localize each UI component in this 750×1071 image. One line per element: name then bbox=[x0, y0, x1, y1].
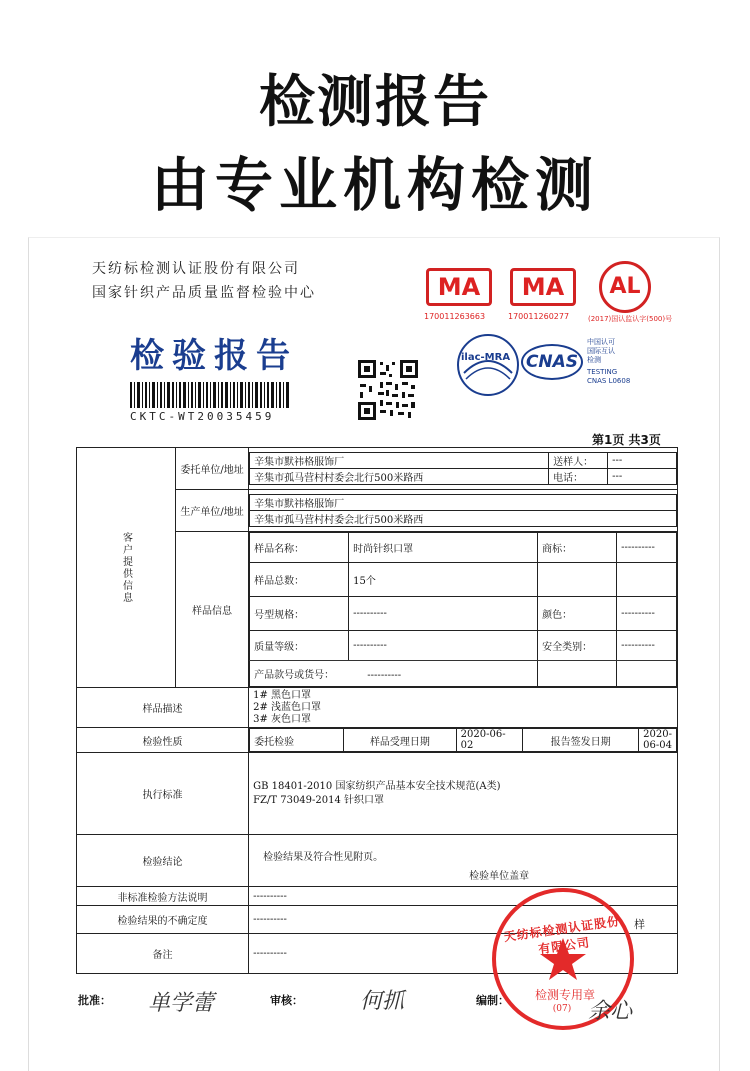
color-value: ---------- bbox=[617, 597, 677, 631]
conclusion-label: 检验结论 bbox=[77, 835, 249, 887]
brand-label: 商标： bbox=[538, 533, 617, 563]
client-info-group-label: 客户提供信息 bbox=[77, 448, 176, 688]
cma-logo-1-label: MA bbox=[437, 273, 481, 301]
sample-desc-item-2: 2# 浅蓝色口罩 bbox=[253, 701, 322, 713]
safety-value: ---------- bbox=[617, 631, 677, 661]
entrust-name: 辛集市默祎格服饰厂 bbox=[250, 453, 549, 469]
sample-name-value: 时尚针织口罩 bbox=[349, 533, 538, 563]
page-indicator: 第1页 共3页 bbox=[592, 433, 661, 447]
uncertainty-label: 检验结果的不确定度 bbox=[77, 906, 249, 934]
producer-name: 辛集市默祎格服饰厂 bbox=[250, 495, 677, 511]
sender-value: --- bbox=[608, 453, 677, 469]
model-label: 号型规格： bbox=[250, 597, 349, 631]
compile-signature: 余心 bbox=[588, 999, 633, 1024]
inspection-nature-label: 检验性质 bbox=[77, 728, 249, 753]
phone-label: 电话： bbox=[549, 469, 608, 485]
brand-value: ---------- bbox=[617, 533, 677, 563]
sample-name-label: 样品名称： bbox=[250, 533, 349, 563]
standard-label: 执行标准 bbox=[77, 753, 249, 835]
approve-label: 批准： bbox=[78, 994, 111, 1007]
remarks-side-label: 样 bbox=[634, 918, 645, 931]
entrust-label: 委托单位/地址 bbox=[176, 448, 249, 490]
hero-title: 检测报告 bbox=[259, 70, 491, 135]
sender-label: 送样人： bbox=[549, 453, 608, 469]
standard-line-1: GB 18401-2010 国家纺织产品基本安全技术规范(A类) bbox=[253, 780, 501, 792]
producer-label: 生产单位/地址 bbox=[176, 490, 249, 532]
safety-label: 安全类别： bbox=[538, 631, 617, 661]
inspection-nature-value: 委托检验 bbox=[250, 729, 344, 752]
entrust-address: 辛集市孤马营村村委会北行500米路西 bbox=[250, 469, 549, 485]
grade-value: ---------- bbox=[349, 631, 538, 661]
approve-signature: 单学蕾 bbox=[148, 991, 215, 1016]
remarks-value: ---------- bbox=[253, 948, 287, 959]
product-no-row bbox=[250, 661, 538, 687]
cnas-logo-label: CNAS bbox=[525, 352, 579, 372]
sample-info-label: 样品信息 bbox=[176, 532, 249, 688]
grade-label: 质量等级： bbox=[250, 631, 349, 661]
issue-date-label: 报告签发日期 bbox=[523, 729, 639, 752]
ilac-mra-logo-icon bbox=[456, 333, 520, 397]
sample-desc-item-3: 3# 灰色口罩 bbox=[253, 713, 312, 725]
review-signature: 何抓 bbox=[360, 989, 405, 1014]
product-no-value: ---------- bbox=[367, 670, 402, 681]
ilac-mra-label: ilac-MRA bbox=[461, 352, 511, 363]
cnas-cn-text: 中国认可 国际互认 检测 bbox=[587, 338, 615, 364]
sample-qty-label: 样品总数： bbox=[250, 563, 349, 597]
cma-number-1: 170011263663 bbox=[424, 312, 486, 321]
sample-desc-item-1: 1# 黑色口罩 bbox=[253, 689, 312, 701]
remarks-label: 备注 bbox=[77, 934, 249, 974]
stamp-org-text: 天纺标检测认证股份有限公司 bbox=[502, 914, 621, 957]
cnas-en-text: TESTING CNAS L0608 bbox=[587, 368, 631, 385]
report-code: CKTC-WT20035459 bbox=[130, 410, 275, 423]
compile-label: 编制： bbox=[476, 994, 509, 1007]
cma-logo-1 bbox=[426, 268, 492, 306]
cma-logo-2 bbox=[510, 268, 576, 306]
stamp-code-text: (07) bbox=[552, 1004, 572, 1014]
model-value: ---------- bbox=[349, 597, 538, 631]
stamp-note: 检验单位盖章 bbox=[469, 871, 530, 882]
issuer-company: 天纺标检测认证股份有限公司 bbox=[92, 261, 300, 277]
uncertainty-value: ---------- bbox=[249, 906, 678, 934]
sample-qty-value: 15个 bbox=[349, 563, 538, 597]
issuer-center: 国家针织产品质量监督检验中心 bbox=[92, 285, 316, 301]
accept-date-label: 样品受理日期 bbox=[344, 729, 456, 752]
nonstd-value: ---------- bbox=[249, 887, 678, 906]
cal-logo-label: AL bbox=[609, 274, 641, 299]
cnas-logo bbox=[521, 344, 583, 380]
cal-logo bbox=[599, 261, 651, 313]
conclusion-text: 检验结果及符合性见附页。 bbox=[263, 852, 384, 863]
cal-number: (2017)国认监认字(500)号 bbox=[588, 315, 673, 323]
review-label: 审核： bbox=[270, 994, 303, 1007]
phone-value: --- bbox=[608, 469, 677, 485]
product-no-label: 产品款号或货号： bbox=[254, 670, 335, 681]
sample-desc-label: 样品描述 bbox=[77, 688, 249, 728]
report-title: 检验报告 bbox=[130, 336, 298, 376]
cma-logo-2-label: MA bbox=[521, 273, 565, 301]
hero-subtitle: 由专业机构检测 bbox=[150, 151, 599, 219]
issue-date-value: 2020-06-04 bbox=[639, 729, 677, 752]
qr-code-icon bbox=[358, 360, 418, 420]
producer-address: 辛集市孤马营村村委会北行500米路西 bbox=[250, 511, 677, 527]
nonstd-label: 非标准检验方法说明 bbox=[77, 887, 249, 906]
stamp-dept-text: 检测专用章 bbox=[534, 988, 595, 1002]
color-label: 颜色： bbox=[538, 597, 617, 631]
cma-number-2: 170011260277 bbox=[508, 312, 570, 321]
standard-line-2: FZ/T 73049-2014 针织口罩 bbox=[253, 794, 385, 806]
accept-date-value: 2020-06-02 bbox=[456, 729, 522, 752]
